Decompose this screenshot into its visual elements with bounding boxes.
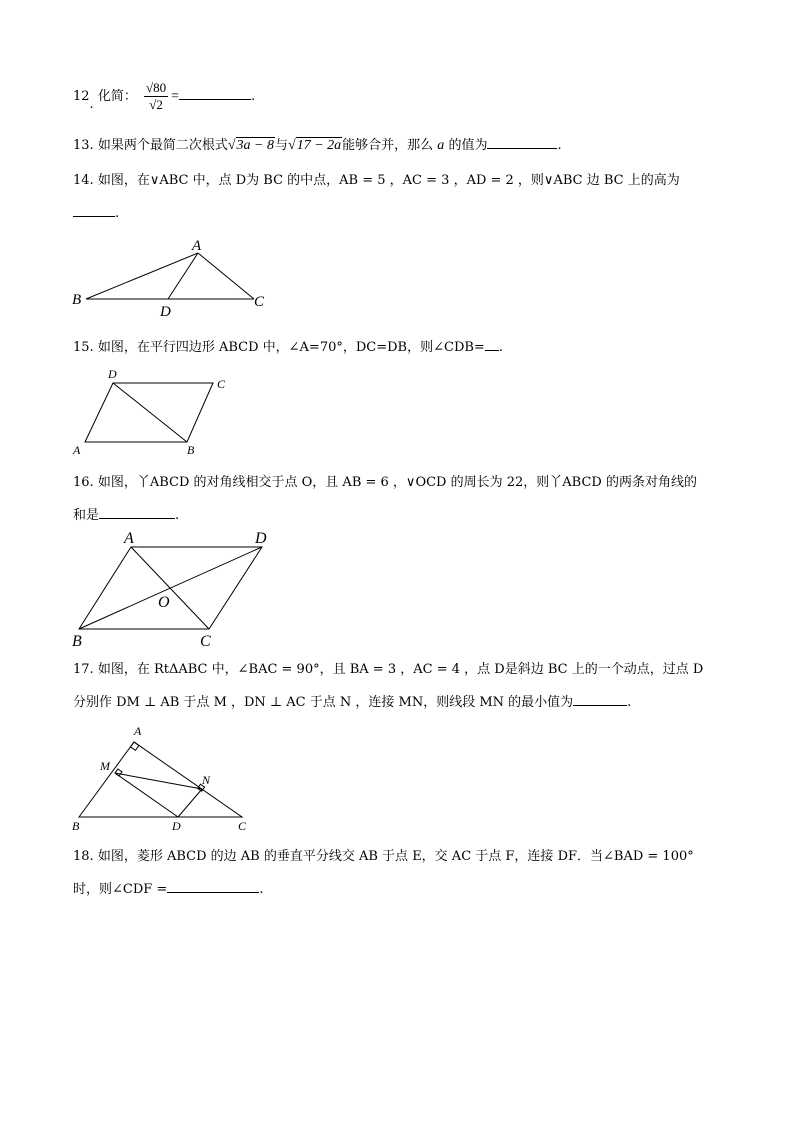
- q15-answer-blank: [485, 338, 499, 351]
- q16-label-o: O: [158, 594, 170, 611]
- q13-text4: 的值为: [448, 138, 488, 153]
- q14-segment-ab: [86, 253, 198, 299]
- q18-number: 18.: [73, 849, 94, 864]
- q14-label-a: A: [192, 238, 202, 254]
- question-18-line2: [73, 880, 263, 899]
- q14-end: .: [115, 206, 120, 221]
- q14-answer-blank: [73, 204, 115, 217]
- q17-right-angle-a: [131, 742, 139, 750]
- q16-diagonal-bd: [79, 547, 262, 629]
- q17-label-b: B: [72, 819, 80, 833]
- q15-parallelogram-figure: [70, 366, 240, 458]
- q18-line2: 时，则∠CDF =: [73, 882, 168, 897]
- q17-segment-nd: [178, 789, 202, 817]
- q17-label-a: A: [134, 724, 142, 738]
- q12-fraction: [144, 80, 168, 113]
- q16-label-d: D: [255, 530, 267, 547]
- q15-label-c: C: [217, 377, 226, 391]
- q12-answer-blank: [179, 87, 251, 100]
- q16-end: .: [175, 508, 180, 523]
- q16-label-c: C: [200, 633, 211, 650]
- question-15: [73, 338, 503, 357]
- q14-label-d: D: [160, 304, 171, 320]
- q18-answer-blank: [167, 880, 259, 893]
- q13-number: 13.: [73, 138, 94, 153]
- question-14-line2: [73, 204, 119, 223]
- q17-triangle: [79, 742, 242, 817]
- q12-number: 12: [73, 89, 90, 104]
- question-16-line2: [73, 506, 179, 525]
- q12-denominator: √2: [149, 97, 163, 112]
- q17-end: .: [627, 695, 632, 710]
- q17-label-d: D: [172, 819, 181, 833]
- q15-label-a: A: [73, 443, 81, 457]
- q15-label-b: B: [187, 443, 195, 457]
- question-18: [73, 848, 694, 866]
- q16-line1: 如图，丫ABCD 的对角线相交于点 O，且 AB = 6 ，∨OCD 的周长为 22，则丫ABCD 的两条对角线的: [97, 475, 697, 490]
- q16-line2: 和是: [73, 508, 100, 523]
- q13-end: .: [557, 138, 562, 153]
- q13-radical-2: 17 − 2a: [296, 138, 342, 153]
- q16-answer-blank: [99, 506, 175, 519]
- q15-diagonal-db: [113, 383, 187, 442]
- q13-variable: a: [437, 138, 445, 153]
- q14-label-c: C: [254, 294, 265, 310]
- q17-segment-md: [115, 773, 178, 817]
- q16-parallelogram-figure: [70, 530, 280, 652]
- q12-dot: .: [89, 97, 94, 112]
- q15-end: .: [498, 340, 503, 355]
- q18-line1: 如图，菱形 ABCD 的边 AB 的垂直平分线交 AB 于点 E，交 AC 于点 F，连接 DF．当∠BAD = 100°: [97, 849, 694, 864]
- question-12: [73, 80, 255, 113]
- q16-label-a: A: [124, 530, 134, 547]
- q14-number: 14.: [73, 173, 94, 188]
- q12-equals: =: [171, 89, 180, 104]
- question-13: 13. 如果两个最简二次根式√3a − 8与√17 − 2a能够合并，那么 a 的值为 .: [73, 138, 562, 153]
- q15-number: 15.: [73, 340, 94, 355]
- question-17-line2: [73, 693, 631, 712]
- q12-end: .: [251, 89, 256, 104]
- q17-label-n: N: [202, 773, 211, 787]
- q13-radical-1: 3a − 8: [236, 138, 274, 153]
- q14-segment-ac: [198, 253, 254, 299]
- q14-label-b: B: [72, 292, 82, 308]
- q15-text: 如图，在平行四边形 ABCD 中，∠A=70°，DC=DB，则∠CDB=: [97, 340, 485, 355]
- q14-line1: 如图，在∨ABC 中，点 D为 BC 的中点，AB = 5 ，AC = 3 ，AD = 2 ，则∨ABC 边 BC 上的高为: [97, 173, 680, 188]
- q12-numerator: √80: [145, 80, 167, 95]
- q13-answer-blank: [487, 136, 557, 149]
- question-14: [73, 172, 680, 190]
- q17-answer-blank: [573, 693, 627, 706]
- question-17: [73, 661, 703, 679]
- q12-prefix: 化简：: [97, 89, 137, 104]
- q17-line2: 分别作 DM ⊥ AB 于点 M ，DN ⊥ AC 于点 N ，连接 MN，则线段 MN 的最小值为: [73, 695, 574, 710]
- q14-triangle-figure: [70, 236, 280, 320]
- q17-segment-mn: [115, 773, 202, 789]
- q15-label-d: D: [108, 367, 117, 381]
- q17-right-triangle-figure: [68, 718, 258, 836]
- q18-end: .: [259, 882, 264, 897]
- q13-text1: 如果两个最简二次根式: [97, 138, 228, 153]
- q17-label-m: M: [100, 759, 110, 773]
- q13-text2: 与: [274, 138, 288, 153]
- q14-segment-ad: [168, 253, 198, 299]
- question-16: [73, 474, 697, 492]
- q17-line1: 如图，在 RtΔABC 中，∠BAC = 90°，且 BA = 3 ，AC = 4 ，点 D是斜边 BC 上的一个动点，过点 D: [97, 662, 704, 677]
- q16-number: 16.: [73, 475, 94, 490]
- q13-text3: 能够合并，那么: [342, 138, 434, 153]
- q16-label-b: B: [72, 633, 82, 650]
- q15-parallelogram: [85, 383, 213, 442]
- q17-label-c: C: [238, 819, 247, 833]
- q17-number: 17.: [73, 662, 94, 677]
